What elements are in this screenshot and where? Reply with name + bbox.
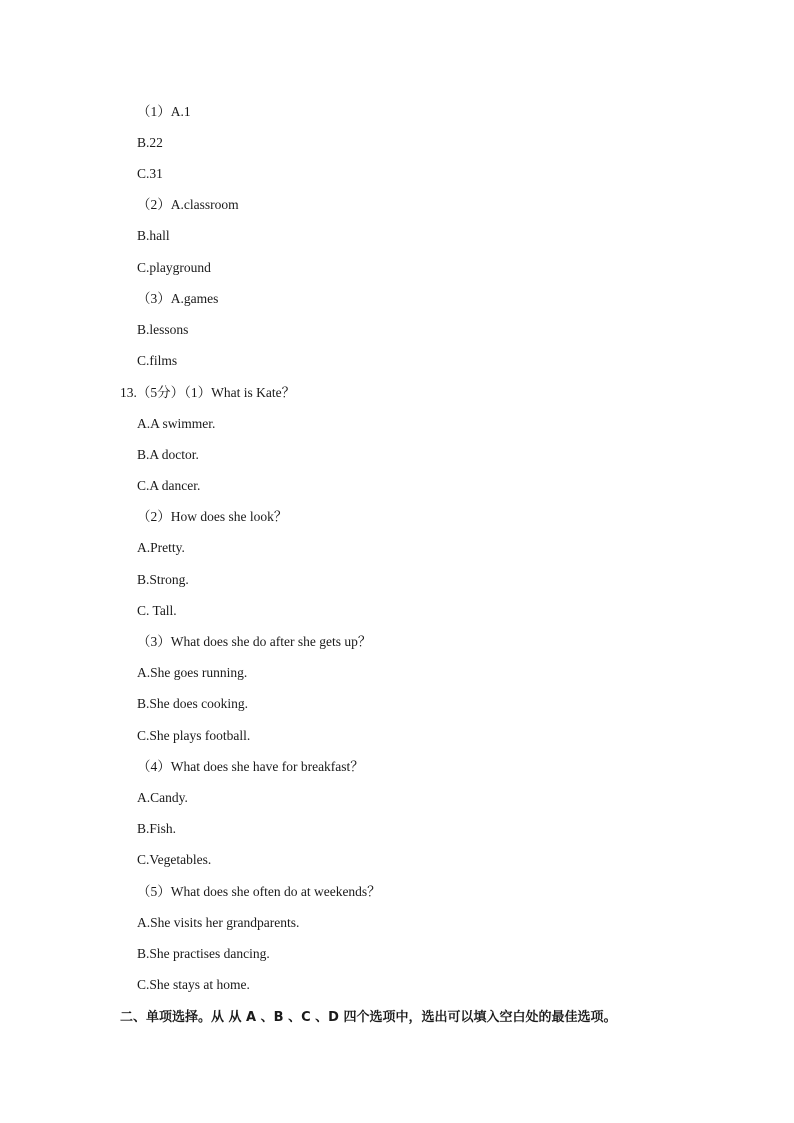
q13-sub2-option-a: A.Pretty. [137, 540, 185, 555]
q13-sub3-question: （3）What does she do after she gets up？ [137, 634, 372, 649]
q13-sub1-option-b: B.A doctor. [137, 447, 199, 462]
q13-sub5-question: （5）What does she often do at weekends？ [137, 884, 381, 899]
q12-sub1-option-b: B.22 [137, 135, 163, 150]
q13-sub4-option-a: A.Candy. [137, 790, 188, 805]
q12-sub2-option-b: B.hall [137, 228, 170, 243]
q13-sub3-option-b: B.She does cooking. [137, 696, 248, 711]
q13-sub4-question: （4）What does she have for breakfast？ [137, 759, 364, 774]
q13-sub3-option-a: A.She goes running. [137, 665, 248, 680]
q13-sub2-option-c: C. Tall. [137, 603, 177, 618]
q12-sub2-option-a: （2）A.classroom [137, 197, 239, 212]
q13-sub3-option-c: C.She plays football. [137, 728, 251, 743]
q13-sub2-question: （2）How does she look？ [137, 509, 288, 524]
q12-sub3-option-b: B.lessons [137, 322, 189, 337]
section-two-heading: 二、单项选择。从 从 A 、B 、C 、D 四个选项中，选出可以填入空白处的最佳选项。 [120, 1010, 617, 1025]
q13-sub4-option-c: C.Vegetables. [137, 852, 212, 867]
q13-sub4-option-b: B.Fish. [137, 821, 177, 836]
q13-sub5-option-b: B.She practises dancing. [137, 946, 270, 961]
q13-heading: 13.（5分）（1）What is Kate？ [120, 385, 296, 400]
q12-sub1-option-c: C.31 [137, 166, 163, 181]
q12-sub3-option-a: （3）A.games [137, 291, 219, 306]
q13-sub1-option-a: A.A swimmer. [137, 416, 216, 431]
q12-sub2-option-c: C.playground [137, 260, 211, 275]
q13-sub5-option-c: C.She stays at home. [137, 977, 250, 992]
q13-sub5-option-a: A.She visits her grandparents. [137, 915, 300, 930]
q13-sub1-option-c: C.A dancer. [137, 478, 201, 493]
q13-sub2-option-b: B.Strong. [137, 572, 189, 587]
q12-sub1-option-a: （1）A.1 [137, 104, 191, 119]
q12-sub3-option-c: C.films [137, 353, 178, 368]
